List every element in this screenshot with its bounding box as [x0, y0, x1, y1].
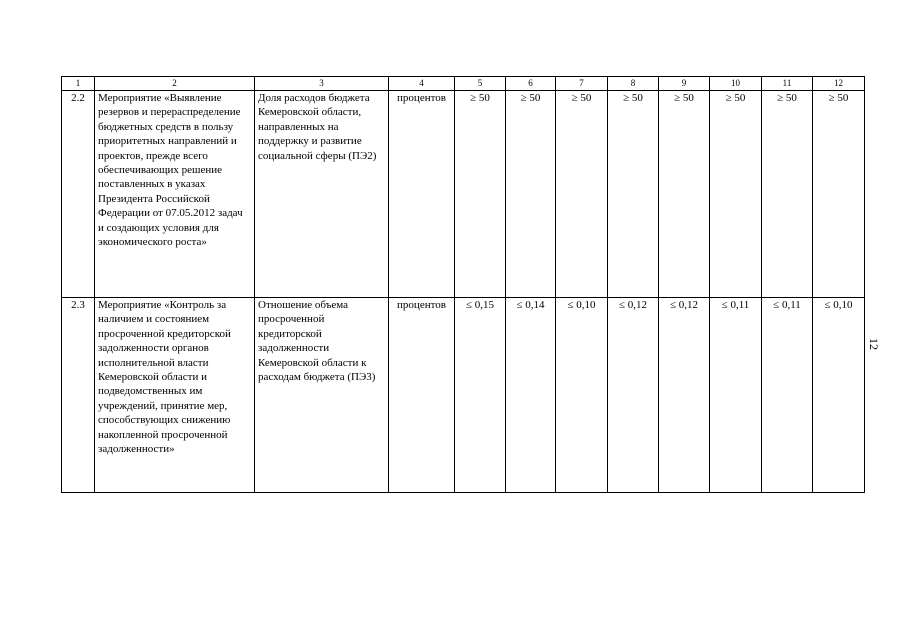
row-number: 2.3 [62, 298, 95, 493]
column-header: 12 [813, 77, 865, 91]
column-header: 3 [255, 77, 389, 91]
column-header: 1 [62, 77, 95, 91]
column-header: 6 [506, 77, 556, 91]
column-header: 5 [455, 77, 506, 91]
value-cell: ≤ 0,10 [813, 298, 865, 493]
table-header-row [62, 77, 865, 91]
row-number: 2.2 [62, 91, 95, 298]
column-header: 8 [608, 77, 659, 91]
value-cell: ≤ 0,14 [506, 298, 556, 493]
indicator-cell: Отношение объема просроченной кредиторской задолженности Кемеровской области к расходам бюджета (ПЭ3) [255, 298, 389, 493]
value-cell: ≤ 0,11 [762, 298, 813, 493]
column-header: 10 [710, 77, 762, 91]
event-cell: Мероприятие «Выявление резервов и перераспределение бюджетных средств в пользу приоритетных направлений и проектов, прежде всего обеспечивающих решение поставленных в указах Президента Российской Федерации от 07.05.2012 задач и создающих условия для экономического роста» [95, 91, 255, 298]
column-header: 4 [389, 77, 455, 91]
value-cell: ≤ 0,15 [455, 298, 506, 493]
value-cell: ≤ 0,11 [710, 298, 762, 493]
page-number: 12 [867, 338, 881, 350]
value-cell: ≤ 0,10 [556, 298, 608, 493]
value-cell: ≥ 50 [506, 91, 556, 298]
table-row [62, 298, 865, 493]
unit-cell: процентов [389, 298, 455, 493]
value-cell: ≥ 50 [659, 91, 710, 298]
value-cell: ≥ 50 [556, 91, 608, 298]
value-cell: ≥ 50 [813, 91, 865, 298]
table-row [62, 91, 865, 298]
column-header: 2 [95, 77, 255, 91]
value-cell: ≥ 50 [455, 91, 506, 298]
event-cell: Мероприятие «Контроль за наличием и состоянием просроченной кредиторской задолженности органов исполнительной власти Кемеровской области и подведомственных им учреждений, принятие мер, способствующих снижению накопленной просроченной задолженности» [95, 298, 255, 493]
indicator-cell: Доля расходов бюджета Кемеровской области, направленных на поддержку и развитие социальной сферы (ПЭ2) [255, 91, 389, 298]
indicators-table [61, 76, 865, 493]
value-cell: ≥ 50 [762, 91, 813, 298]
value-cell: ≤ 0,12 [608, 298, 659, 493]
unit-cell: процентов [389, 91, 455, 298]
value-cell: ≥ 50 [608, 91, 659, 298]
value-cell: ≥ 50 [710, 91, 762, 298]
column-header: 9 [659, 77, 710, 91]
column-header: 11 [762, 77, 813, 91]
column-header: 7 [556, 77, 608, 91]
value-cell: ≤ 0,12 [659, 298, 710, 493]
